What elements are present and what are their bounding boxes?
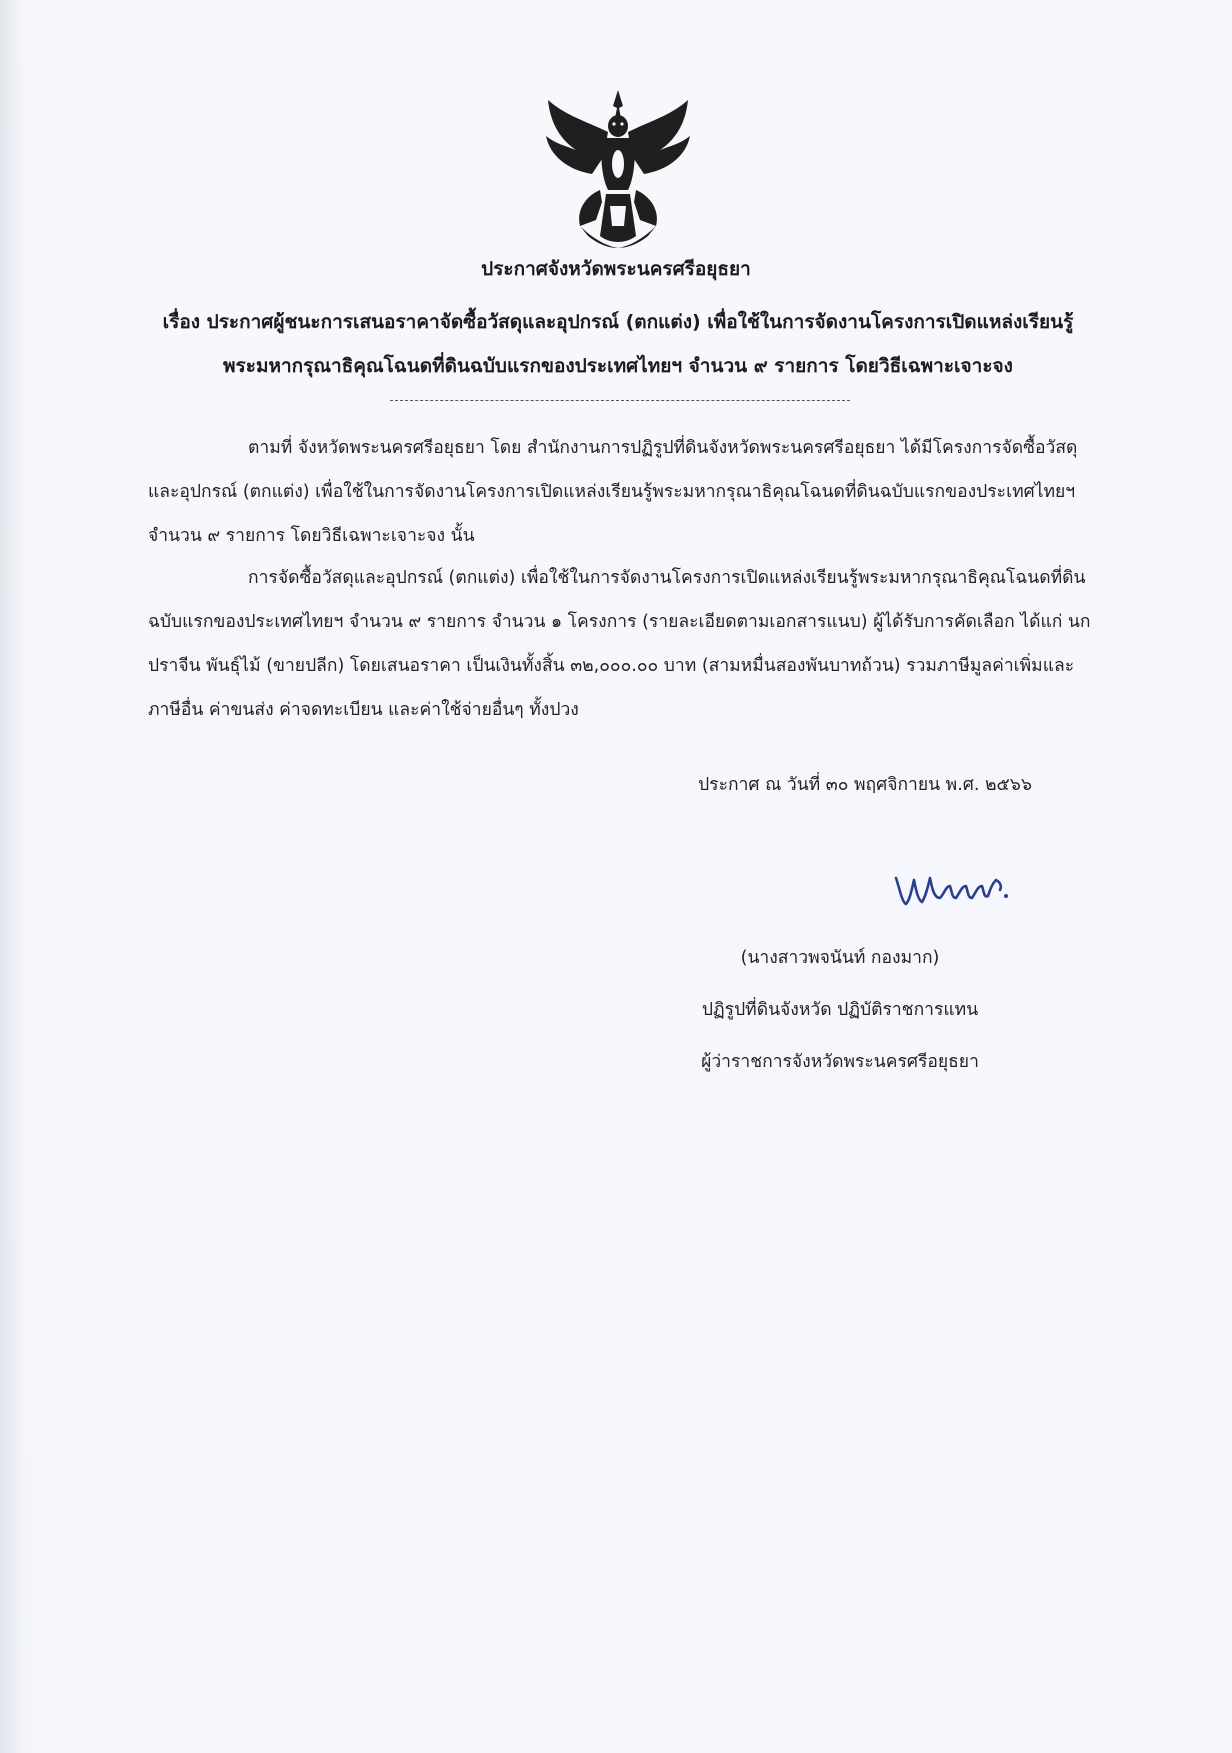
body-paragraph-2: [148, 556, 1093, 732]
signature-stroke: [896, 878, 1001, 904]
announce-date: ประกาศ ณ วันที่ ๓๐ พฤศจิกายน พ.ศ. ๒๕๖๖: [698, 775, 1032, 795]
document-title: ประกาศจังหวัดพระนครศรีอยุธยา: [481, 258, 751, 280]
divider-line: [390, 400, 850, 401]
signer-position: ปฏิรูปที่ดินจังหวัด ปฏิบัติราชการแทน: [701, 1000, 979, 1020]
subject-line-2: พระมหากรุณาธิคุณโฉนดที่ดินฉบับแรกของประเทศไทยฯ จำนวน ๙ รายการ โดยวิธีเฉพาะเจาะจง: [223, 355, 1013, 377]
body-paragraph-1: [148, 426, 1093, 558]
signature-block: [640, 932, 1040, 1088]
signer-office: ผู้ว่าราชการจังหวัดพระนครศรีอยุธยา: [701, 1052, 979, 1072]
paragraph-2-text: การจัดซื้อวัสดุและอุปกรณ์ (ตกแต่ง) เพื่อใช้ในการจัดงานโครงการเปิดแหล่งเรียนรู้พระมหากรุณาธิคุณโฉนดที่ดินฉบับแรกของประเทศไทยฯ จำนวน ๙ รายการ จำนวน ๑ โครงการ (รายละเอียดตามเอกสารแนบ) ผู้ได้รับการคัดเลือก ได้แก่ นกปราจีน พันธุ์ไม้ (ขายปลีก) โดยเสนอราคา เป็นเงินทั้งสิ้น ๓๒,๐๐๐.๐๐ บาท (สามหมื่นสองพันบาทถ้วน) รวมภาษีมูลค่าเพิ่มและภาษีอื่น ค่าขนส่ง ค่าจดทะเบียน และค่าใช้จ่ายอื่นๆ ทั้งปวง: [148, 568, 1091, 720]
document-subject: [118, 300, 1118, 388]
subject-line-1: เรื่อง ประกาศผู้ชนะการเสนอราคาจัดซื้อวัสดุและอุปกรณ์ (ตกแต่ง) เพื่อใช้ในการจัดงานโครงการเปิดแหล่งเรียนรู้: [162, 311, 1074, 333]
signer-name: (นางสาวพจนันท์ กองมาก): [740, 948, 940, 968]
signature-dot: [1004, 894, 1008, 898]
signature-mark: [890, 860, 1010, 916]
paragraph-1-text: ตามที่ จังหวัดพระนครศรีอยุธยา โดย สำนักงานการปฏิรูปที่ดินจังหวัดพระนครศรีอยุธยา ได้มีโครงการจัดซื้อวัสดุและอุปกรณ์ (ตกแต่ง) เพื่อใช้ในการจัดงานโครงการเปิดแหล่งเรียนรู้พระมหากรุณาธิคุณโฉนดที่ดินฉบับแรกของประเทศไทยฯ จำนวน ๙ รายการ โดยวิธีเฉพาะเจาะจง นั้น: [148, 438, 1078, 546]
garuda-emblem-icon: [540, 86, 696, 250]
